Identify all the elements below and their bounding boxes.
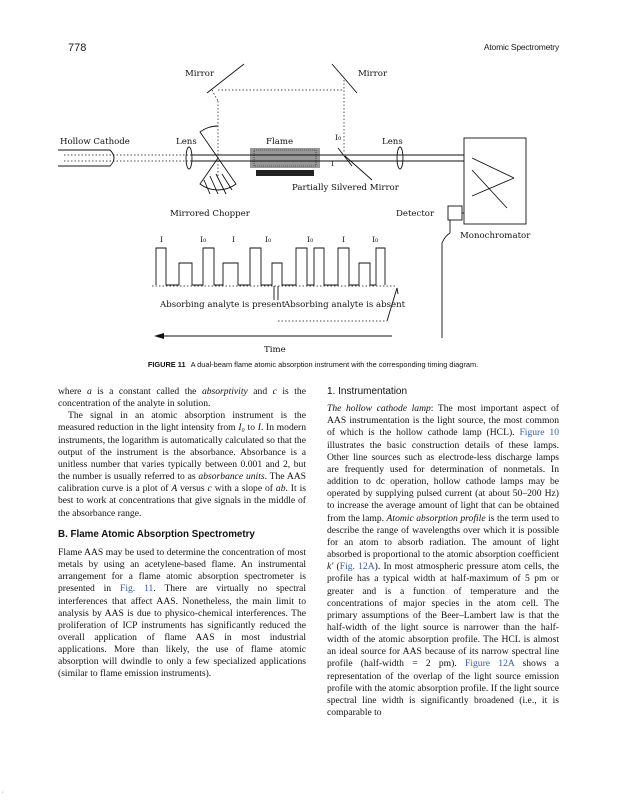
- timing-diagram: [152, 248, 398, 321]
- time-axis: [154, 333, 392, 339]
- lens-left-label: Lens: [176, 137, 197, 147]
- timing-label-1: I₀: [200, 235, 207, 244]
- page-number: 778: [68, 42, 87, 54]
- fig-11-link[interactable]: Fig. 11: [120, 583, 154, 595]
- i-marker: I: [331, 159, 335, 168]
- right-column: [327, 386, 559, 719]
- timing-labels: [160, 235, 378, 244]
- corner-mark: ': [2, 791, 4, 798]
- time-label: Time: [264, 345, 286, 355]
- lens-right-label: Lens: [382, 137, 403, 147]
- partially-silvered-mirror: [338, 148, 352, 166]
- detector: [442, 206, 464, 338]
- lens-right: [397, 147, 403, 169]
- i0-marker: I₀: [335, 133, 342, 142]
- monochromator: [464, 138, 526, 224]
- section-1-heading: 1. Instrumentation: [327, 386, 408, 397]
- left-paragraph-1: where a is a constant called the absorptivity and c is the concentration of the analyte in solution.: [58, 386, 306, 410]
- right-paragraph-1: The hollow cathode lamp: The most important aspect of AAS instrumentation is the light source, the most common of which is the hollow cathode lamp (HCL). Figure 10 illustrates the basic construction details of these lamps. Other line sources such as electrode-less discharge lamps are frequently used for determination of nonmetals. In addition to dc operation, hollow cathode lamps may be operated by supplying pulsed current (at about 50–200 Hz) to increase the average amount of light that can be obtained from the lamp. Atomic absorption profile is the term used to describe the range of wavelengths over which it is possible for an atom to absorb radiation. The amount of light absorbed is proportional to the atomic absorption coefficient k′ (Fig. 12A). In most atmospheric pressure atom cells, the profile has a typical width at half-maximum of 5 pm or greater and is a function of temperature and the concentrations of major species in the atom cell. The primary assumptions of the Beer–Lambert law is that the half-width of the light source is narrower than the half-width of the atomic absorption profile. The HCL is almost an ideal source for AAS because of its narrow spectral line profile (half-width = 2 pm). Figure 12A shows a representation of the overlap of the light source emission profile with the atomic absorption profile. If the light source spectral line width is significantly broadened (i.e., it is comparable to: [327, 403, 560, 719]
- detector-label: Detector: [396, 209, 435, 219]
- left-paragraph-3: Flame AAS may be used to determine the concentration of most metals by using an acetylene-based flame. An instrumental arrangement for a flame atomic absorption spectrometer is presented in Fig. 11. There are virtually no spectral interferences that affect AAS. Nonetheless, the main limit to analysis by AAS is due to physico-chemical interferences. The proliferation of ICP instruments has significantly reduced the overall application of flame AAS in most industrial applications. More than likely, the use of flame atomic absorption will dwindle to only a few specialized applications (similar to flame emission instruments).: [58, 546, 306, 680]
- mirror-left-label: Mirror: [185, 69, 215, 79]
- timing-label-2: I: [232, 235, 236, 244]
- running-head: Atomic Spectrometry: [483, 42, 559, 52]
- flame: [250, 148, 320, 176]
- timing-label-0: I: [160, 235, 164, 244]
- timing-label-5: I: [342, 235, 346, 244]
- figure-10-link[interactable]: Figure 10: [519, 427, 560, 439]
- partially-silvered-mirror-label: Partially Silvered Mirror: [292, 183, 399, 193]
- figure-caption-text: A dual-beam flame atomic absorption instrument with the corresponding timing diagram.: [190, 360, 479, 369]
- lens-left: [186, 147, 192, 169]
- figure-caption-label: FIGURE 11: [147, 360, 186, 369]
- absorbing-present-label: Absorbing analyte is present: [160, 300, 286, 310]
- left-column: [58, 386, 306, 681]
- timing-label-4: I₀: [307, 235, 314, 244]
- section-b-heading: B. Flame Atomic Absorption Spectrometry: [58, 528, 255, 540]
- hollow-cathode-lamp: [58, 150, 197, 166]
- mirrored-chopper-label: Mirrored Chopper: [170, 209, 250, 219]
- fig-12a-link[interactable]: Fig. 12A: [339, 561, 375, 573]
- figure-12a-link[interactable]: Figure 12A: [464, 658, 515, 670]
- mirror-right-label: Mirror: [358, 69, 388, 79]
- instrument-figure: [52, 58, 531, 358]
- absorbing-absent-label: Absorbing analyte is absent: [284, 300, 406, 310]
- hollow-cathode-label: Hollow Cathode: [60, 137, 130, 147]
- left-paragraph-2: The signal in an atomic absorption instrument is the measured reduction in the light intensity from I₀ to I. In modern instruments, the logarithm is automatically calculated so that the output of the instrument is the absorbance. Absorbance is a unitless number that varies typically between 0.001 and 2, but the number is usually referred to as absorbance units. The AAS calibration curve is a plot of A versus c with a slope of ab. It is best to work at concentrations that give signals in the middle of the absorbance range.: [58, 410, 307, 519]
- timing-label-6: I₀: [372, 235, 379, 244]
- monochromator-label: Monochromator: [460, 231, 531, 241]
- flame-label: Flame: [266, 137, 294, 147]
- timing-label-3: I₀: [265, 235, 272, 244]
- figure-caption: [58, 360, 568, 369]
